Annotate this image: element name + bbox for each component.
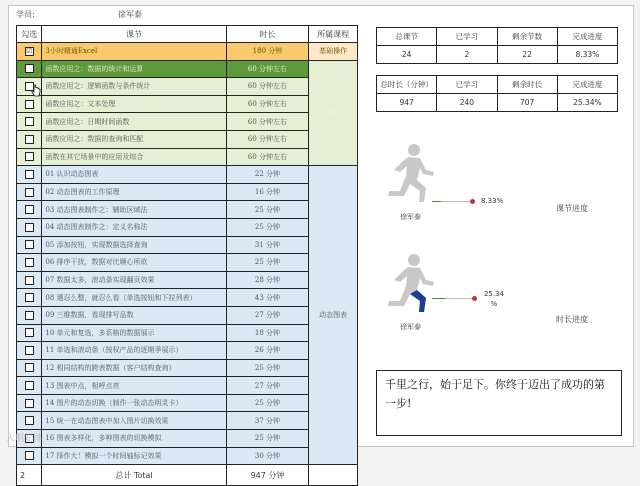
lesson-name: 函数应用之：数据的统计和运算 xyxy=(42,60,226,78)
course-base: 基础操作 xyxy=(309,43,358,61)
checkbox[interactable] xyxy=(25,170,34,179)
row-checkbox-cell[interactable] xyxy=(17,236,42,254)
lesson-duration: 26 分钟 xyxy=(226,342,309,360)
checkbox[interactable] xyxy=(25,311,34,320)
checkbox[interactable]: ☑ xyxy=(26,64,33,73)
checkbox[interactable] xyxy=(25,328,34,337)
lesson-stats-header: 完成进度 xyxy=(557,28,617,46)
lesson-name: 08 選忍么整，就忍么看（单选按钮和下拉列表） xyxy=(42,289,226,307)
checkbox[interactable] xyxy=(25,416,34,425)
table-row xyxy=(17,113,358,131)
checkbox[interactable] xyxy=(25,135,34,144)
lesson-stats-value: 24 xyxy=(377,46,437,64)
lesson-name: 02 动态图表的工作原理 xyxy=(42,183,226,201)
lesson-name: 17 择作大！模拟一个时间轴标记效果 xyxy=(42,447,226,465)
lesson-duration: 30 分钟 xyxy=(226,447,309,465)
header-check: 勾选 xyxy=(17,26,42,43)
table-row xyxy=(17,254,358,272)
runner-icon xyxy=(380,142,440,210)
time-runner-name: 徐军泰 xyxy=(400,323,421,331)
table-row xyxy=(17,447,358,465)
table-row xyxy=(17,324,358,342)
time-stats-header: 已学习 xyxy=(437,76,497,94)
total-row xyxy=(17,465,358,486)
lesson-duration: 25 分钟 xyxy=(226,201,309,219)
row-checkbox-cell[interactable] xyxy=(17,271,42,289)
checkbox[interactable] xyxy=(25,258,34,267)
total-label: 总计 Total xyxy=(42,465,226,486)
student-label: 学员: xyxy=(16,10,35,19)
table-row xyxy=(17,166,358,184)
total-duration: 947 分钟 xyxy=(226,465,309,486)
time-stats-value: 25.34% xyxy=(557,94,617,112)
lesson-duration: 18 分钟 xyxy=(226,324,309,342)
lesson-name: 04 动态图表制作之：定义名称法 xyxy=(42,218,226,236)
lesson-duration: 22 分钟 xyxy=(226,166,309,184)
lesson-progress-caption: 课节进度 xyxy=(556,204,588,213)
table-row xyxy=(17,148,358,166)
table-row xyxy=(17,394,358,412)
checkbox[interactable] xyxy=(25,152,34,161)
row-checkbox-cell[interactable] xyxy=(17,183,42,201)
lesson-name: 函数应用之：文本处理 xyxy=(42,95,226,113)
time-progress-caption: 时长进度 xyxy=(556,315,588,324)
table-row xyxy=(17,43,358,61)
table-row xyxy=(17,236,358,254)
lesson-duration: 60 分钟左右 xyxy=(226,78,309,96)
table-row xyxy=(17,95,358,113)
lesson-name: 09 三维数据，看现排写品数 xyxy=(42,306,226,324)
lesson-name: 11 单选和滚动条（按权产品的逐期季展示） xyxy=(42,342,226,360)
student-name[interactable]: 徐军泰 xyxy=(118,10,142,19)
table-row xyxy=(17,306,358,324)
header-duration: 时长 xyxy=(226,26,309,43)
table-row xyxy=(17,289,358,307)
lesson-duration: 60 分钟左右 xyxy=(226,148,309,166)
lesson-progress-percent: 8.33% xyxy=(481,197,504,205)
lesson-name: 15 统一在动态图表中加入图片切换效果 xyxy=(42,412,226,430)
row-checkbox-cell[interactable] xyxy=(17,359,42,377)
lesson-name: 03 动态图表制作之：辅助区域法 xyxy=(42,201,226,219)
row-checkbox-cell[interactable] xyxy=(17,447,42,465)
lesson-duration: 60 分钟左右 xyxy=(226,60,309,78)
table-row xyxy=(17,201,358,219)
row-checkbox-cell[interactable] xyxy=(17,130,42,148)
row-checkbox-cell[interactable] xyxy=(17,306,42,324)
checkbox[interactable] xyxy=(25,381,34,390)
course-func: 函数 xyxy=(309,60,358,166)
lesson-stats-value: 22 xyxy=(497,46,557,64)
time-stats-value: 707 xyxy=(497,94,557,112)
lesson-duration: 60 分钟左右 xyxy=(226,130,309,148)
checkbox[interactable]: ☑ xyxy=(26,46,33,55)
checkbox[interactable] xyxy=(25,100,34,109)
checkbox[interactable] xyxy=(25,346,34,355)
time-progress-percent: 25.34 % xyxy=(483,290,505,308)
row-checkbox-cell[interactable] xyxy=(17,289,42,307)
lesson-stats-value: 2 xyxy=(437,46,497,64)
lesson-name: 函数在其它场景中的应用及综合 xyxy=(42,148,226,166)
lesson-name: 01 认识动态图表 xyxy=(42,166,226,184)
total-empty xyxy=(309,465,358,486)
course-dyn: 动态图表 xyxy=(309,166,358,465)
lesson-stats-table xyxy=(376,27,618,64)
table-row xyxy=(17,412,358,430)
lesson-duration: 25 分钟 xyxy=(226,394,309,412)
checkbox[interactable] xyxy=(25,240,34,249)
lesson-name: 函数应用之：数据的查询和匹配 xyxy=(42,130,226,148)
lesson-duration: 60 分钟左右 xyxy=(226,95,309,113)
checkbox[interactable] xyxy=(25,276,34,285)
table-row xyxy=(17,78,358,96)
row-checkbox-cell[interactable] xyxy=(17,60,42,78)
lesson-name: 12 相同结构的跨表数据（客户结构查询） xyxy=(42,359,226,377)
table-row xyxy=(17,60,358,78)
lesson-duration: 28 分钟 xyxy=(226,271,309,289)
header-course: 所属课程 xyxy=(309,26,358,43)
motivation-quote: 千里之行，始于足下。你终于迈出了成功的第一步! xyxy=(376,370,622,436)
checkbox[interactable] xyxy=(25,293,34,302)
time-stats-header: 剩余时长 xyxy=(497,76,557,94)
time-progress-dot xyxy=(472,296,477,301)
lesson-name: 07 数据太多，滚动条实现翻页效果 xyxy=(42,271,226,289)
watermark: 入职安排 xyxy=(6,434,43,444)
row-checkbox-cell[interactable] xyxy=(17,166,42,184)
checkbox[interactable] xyxy=(25,363,34,372)
lesson-name: 16 图表多样化，多种图表的切换模拟 xyxy=(42,430,226,448)
lesson-duration: 37 分钟 xyxy=(226,412,309,430)
lesson-duration: 27 分钟 xyxy=(226,306,309,324)
lesson-name: 05 添加按钮，实现数据选择查询 xyxy=(42,236,226,254)
table-row xyxy=(17,218,358,236)
lesson-stats-header: 剩余节数 xyxy=(497,28,557,46)
lesson-duration: 60 分钟左右 xyxy=(226,113,309,131)
lesson-name: 函数应用之：逻辑函数与条件统计 xyxy=(42,78,226,96)
row-checkbox-cell[interactable] xyxy=(17,201,42,219)
lesson-name: 3小时精通Excel xyxy=(42,43,226,61)
row-checkbox-cell[interactable] xyxy=(17,148,42,166)
hand-cursor-icon xyxy=(31,84,41,98)
row-checkbox-cell[interactable] xyxy=(17,324,42,342)
lesson-table xyxy=(16,25,358,486)
lesson-duration: 16 分钟 xyxy=(226,183,309,201)
lesson-stats-header: 总课节 xyxy=(377,28,437,46)
lesson-name: 06 排序干扰，数据对比顺心所欲 xyxy=(42,254,226,272)
row-checkbox-cell[interactable] xyxy=(17,43,42,61)
row-checkbox-cell[interactable] xyxy=(17,342,42,360)
row-checkbox-cell[interactable] xyxy=(17,254,42,272)
lesson-name: 函数应用之：日期时间函数 xyxy=(42,113,226,131)
lesson-stats-header: 已学习 xyxy=(437,28,497,46)
table-row xyxy=(17,271,358,289)
time-stats-value: 240 xyxy=(437,94,497,112)
lesson-progress-fill xyxy=(432,201,441,202)
time-stats-value: 947 xyxy=(377,94,437,112)
table-row xyxy=(17,359,358,377)
header-lesson: 课节 xyxy=(42,26,226,43)
lesson-duration: 25 分钟 xyxy=(226,359,309,377)
lesson-duration: 25 分钟 xyxy=(226,218,309,236)
table-row xyxy=(17,342,358,360)
row-checkbox-cell[interactable] xyxy=(17,412,42,430)
lesson-name: 13 图表中点，相呼点亮 xyxy=(42,377,226,395)
table-row xyxy=(17,430,358,448)
lesson-duration: 31 分钟 xyxy=(226,236,309,254)
lesson-name: 10 单元和复选，多系格的数据展示 xyxy=(42,324,226,342)
checkbox[interactable] xyxy=(25,223,34,232)
row-checkbox-cell[interactable] xyxy=(17,218,42,236)
total-count: 2 xyxy=(17,465,42,486)
time-stats-header: 完成进度 xyxy=(557,76,617,94)
lesson-duration: 27 分钟 xyxy=(226,377,309,395)
table-row xyxy=(17,130,358,148)
time-stats-table xyxy=(376,75,618,112)
checkbox[interactable] xyxy=(25,117,34,126)
row-checkbox-cell[interactable] xyxy=(17,394,42,412)
lesson-duration: 180 分钟 xyxy=(226,43,309,61)
row-checkbox-cell[interactable] xyxy=(17,113,42,131)
time-stats-header: 总时长（分钟） xyxy=(377,76,437,94)
lesson-progress-dot xyxy=(470,199,475,204)
checkbox[interactable] xyxy=(25,205,34,214)
checkbox[interactable] xyxy=(25,399,34,408)
lesson-duration: 43 分钟 xyxy=(226,289,309,307)
table-row xyxy=(17,183,358,201)
time-progress-fill xyxy=(432,298,445,299)
checkbox[interactable] xyxy=(25,188,34,197)
lesson-runner-name: 徐军泰 xyxy=(400,213,421,221)
checkbox[interactable] xyxy=(25,451,34,460)
row-checkbox-cell[interactable] xyxy=(17,377,42,395)
lesson-stats-value: 8.33% xyxy=(557,46,617,64)
lesson-duration: 25 分钟 xyxy=(226,254,309,272)
runner-icon xyxy=(380,252,440,320)
table-row xyxy=(17,377,358,395)
lesson-duration: 25 分钟 xyxy=(226,430,309,448)
lesson-name: 14 图片的动态切换（制作一张动态明灵卡） xyxy=(42,394,226,412)
